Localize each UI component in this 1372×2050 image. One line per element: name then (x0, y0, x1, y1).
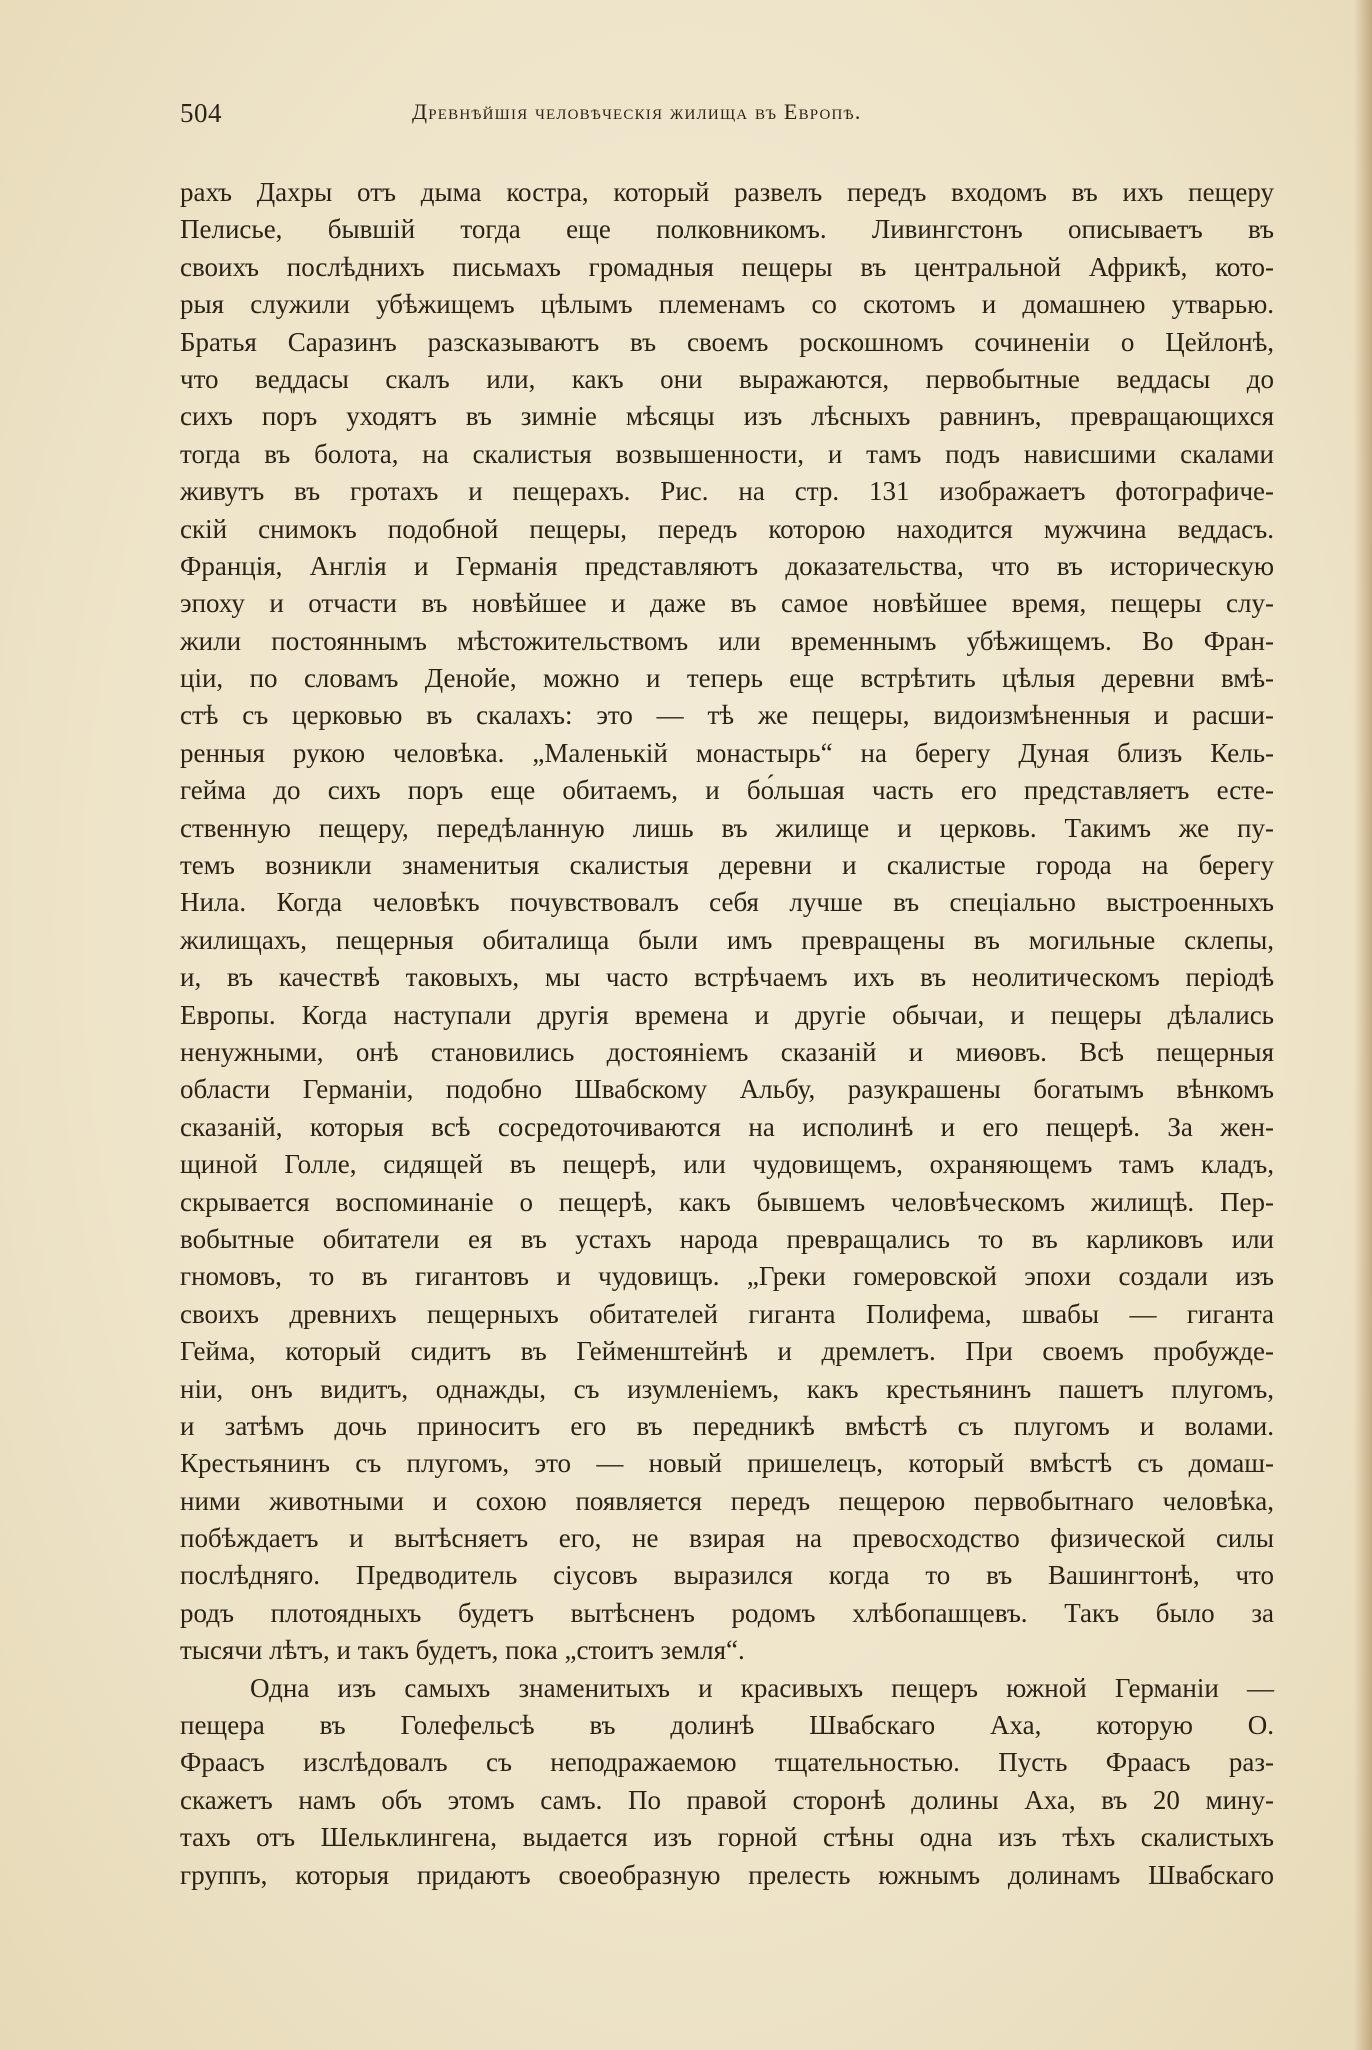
text-line: ніи, онъ видитъ, однажды, съ изумленіемъ, какъ крестьянинъ пашетъ плугомъ, (180, 1373, 1274, 1404)
body-text (180, 174, 1274, 1894)
text-line: щиной Голле, сидящей въ пещерѣ, или чудовищемъ, охраняющемъ тамъ кладъ, (180, 1149, 1274, 1180)
text-line: родъ плотоядныхъ будетъ вытѣсненъ родомъ хлѣбопашцевъ. Такъ было за (180, 1597, 1274, 1628)
text-line: вобытные обитатели ея въ устахъ народа превращались то въ карликовъ или (180, 1223, 1274, 1254)
text-line: Одна изъ самыхъ знаменитыхъ и красивыхъ пещеръ южной Германіи — (250, 1672, 1274, 1703)
text-line: Фраасъ изслѣдовалъ съ неподражаемою тщательностью. Пусть Фраасъ раз- (180, 1747, 1274, 1778)
text-line: ственную пещеру, передѣланную лишь въ жилище и церковь. Такимъ же пу- (180, 812, 1274, 843)
text-line: пещера въ Голефельсѣ въ долинѣ Швабскаго Аха, которую О. (180, 1710, 1274, 1741)
text-line: и, въ качествѣ таковыхъ, мы часто встрѣчаемъ ихъ въ неолитическомъ періодѣ (180, 962, 1274, 993)
text-line: ціи, по словамъ Денойе, можно и теперь еще встрѣтить цѣлыя деревни вмѣ- (180, 663, 1274, 694)
text-line: жилищахъ, пещерныя обиталища были имъ превращены въ могильные склепы, (180, 924, 1274, 955)
text-line: Крестьянинъ съ плугомъ, это — новый пришелецъ, который вмѣстѣ съ домаш- (180, 1448, 1274, 1479)
text-line: скій снимокъ подобной пещеры, передъ которою находится мужчина веддасъ. (180, 513, 1274, 544)
text-line: своихъ послѣднихъ письмахъ громадныя пещеры въ центральной Африкѣ, кото- (180, 251, 1274, 282)
text-line: живутъ въ гротахъ и пещерахъ. Рис. на стр. 131 изображаетъ фотографиче- (180, 476, 1274, 507)
text-line: Братья Саразинъ разсказываютъ въ своемъ роскошномъ сочиненіи о Цейлонѣ, (180, 326, 1274, 357)
text-line: ними животными и сохою появляется передъ пещерою первобытнаго человѣка, (180, 1485, 1274, 1516)
text-line: Пелисье, бывшій тогда еще полковникомъ. Ливингстонъ описываетъ въ (180, 214, 1274, 245)
text-line: области Германіи, подобно Швабскому Альбу, разукрашены богатымъ вѣнкомъ (180, 1074, 1274, 1105)
text-line: рыя служили убѣжищемъ цѣлымъ племенамъ со скотомъ и домашнею утварью. (180, 289, 1274, 320)
text-line: стѣ съ церковью въ скалахъ: это — тѣ же пещеры, видоизмѣненныя и расши- (180, 700, 1274, 731)
page-edge-shadow (1354, 0, 1372, 2050)
text-line: ненужными, онѣ становились достояніемъ сказаній и миѳовъ. Всѣ пещерныя (180, 1036, 1274, 1067)
text-line: что веддасы скалъ или, какъ они выражаются, первобытные веддасы до (180, 363, 1274, 394)
text-line: послѣдняго. Предводитель сіусовъ выразился когда то въ Вашингтонѣ, что (180, 1560, 1274, 1591)
text-line: темъ возникли знаменитыя скалистыя деревни и скалистые города на берегу (180, 850, 1274, 881)
text-line: сказаній, которыя всѣ сосредоточиваются на исполинѣ и его пещерѣ. За жен- (180, 1111, 1274, 1142)
text-line: Нила. Когда человѣкъ почувствовалъ себя лучше въ спеціально выстроенныхъ (180, 887, 1274, 918)
text-line: эпоху и отчасти въ новѣйшее и даже въ самое новѣйшее время, пещеры слу- (180, 588, 1274, 619)
running-title: Древнѣйшія человѣческія жилища въ Европѣ. (412, 99, 862, 124)
text-line: жили постояннымъ мѣстожительствомъ или временнымъ убѣжищемъ. Во Фран- (180, 625, 1274, 656)
text-line: Франція, Англія и Германія представляютъ доказательства, что въ историческую (180, 550, 1274, 581)
text-line: побѣждаетъ и вытѣсняетъ его, не взирая на превосходство физической силы (180, 1523, 1274, 1554)
text-line: и затѣмъ дочь приноситъ его въ передникѣ вмѣстѣ съ плугомъ и волами. (180, 1410, 1274, 1441)
page-number: 504 (180, 98, 222, 128)
text-line: ренныя рукою человѣка. „Маленькій монастырь“ на берегу Дуная близъ Кель- (180, 737, 1274, 768)
text-line: сихъ поръ уходятъ въ зимніе мѣсяцы изъ лѣсныхъ равнинъ, превращающихся (180, 401, 1274, 432)
text-line: гейма до сихъ поръ еще обитаемъ, и бо́льшая часть его представляетъ есте- (180, 775, 1274, 806)
text-line: скажетъ намъ объ этомъ самъ. По правой сторонѣ долины Аха, въ 20 мину- (180, 1784, 1274, 1815)
text-line: скрывается воспоминаніе о пещерѣ, какъ бывшемъ человѣческомъ жилищѣ. Пер- (180, 1186, 1274, 1217)
page-header (180, 98, 1280, 138)
text-line: группъ, которыя придаютъ своеобразную прелесть южнымъ долинамъ Швабскаго (180, 1859, 1274, 1890)
text-line: своихъ древнихъ пещерныхъ обитателей гиганта Полифема, швабы — гиганта (180, 1298, 1274, 1329)
text-line: тогда въ болота, на скалистыя возвышенности, и тамъ подъ нависшими скалами (180, 438, 1274, 469)
text-line: тысячи лѣтъ, и такъ будетъ, пока „стоитъ земля“. (180, 1635, 745, 1666)
text-line: Гейма, который сидитъ въ Гейменштейнѣ и дремлетъ. При своемъ пробужде- (180, 1336, 1274, 1367)
text-line: гномовъ, то въ гигантовъ и чудовищъ. „Греки гомеровской эпохи создали изъ (180, 1261, 1274, 1292)
text-line: рахъ Дахры отъ дыма костра, который развелъ передъ входомъ въ ихъ пещеру (180, 177, 1274, 207)
text-line: тахъ отъ Шельклингена, выдается изъ горной стѣны одна изъ тѣхъ скалистыхъ (180, 1822, 1274, 1853)
text-line: Европы. Когда наступали другія времена и другіе обычаи, и пещеры дѣлались (180, 999, 1274, 1030)
